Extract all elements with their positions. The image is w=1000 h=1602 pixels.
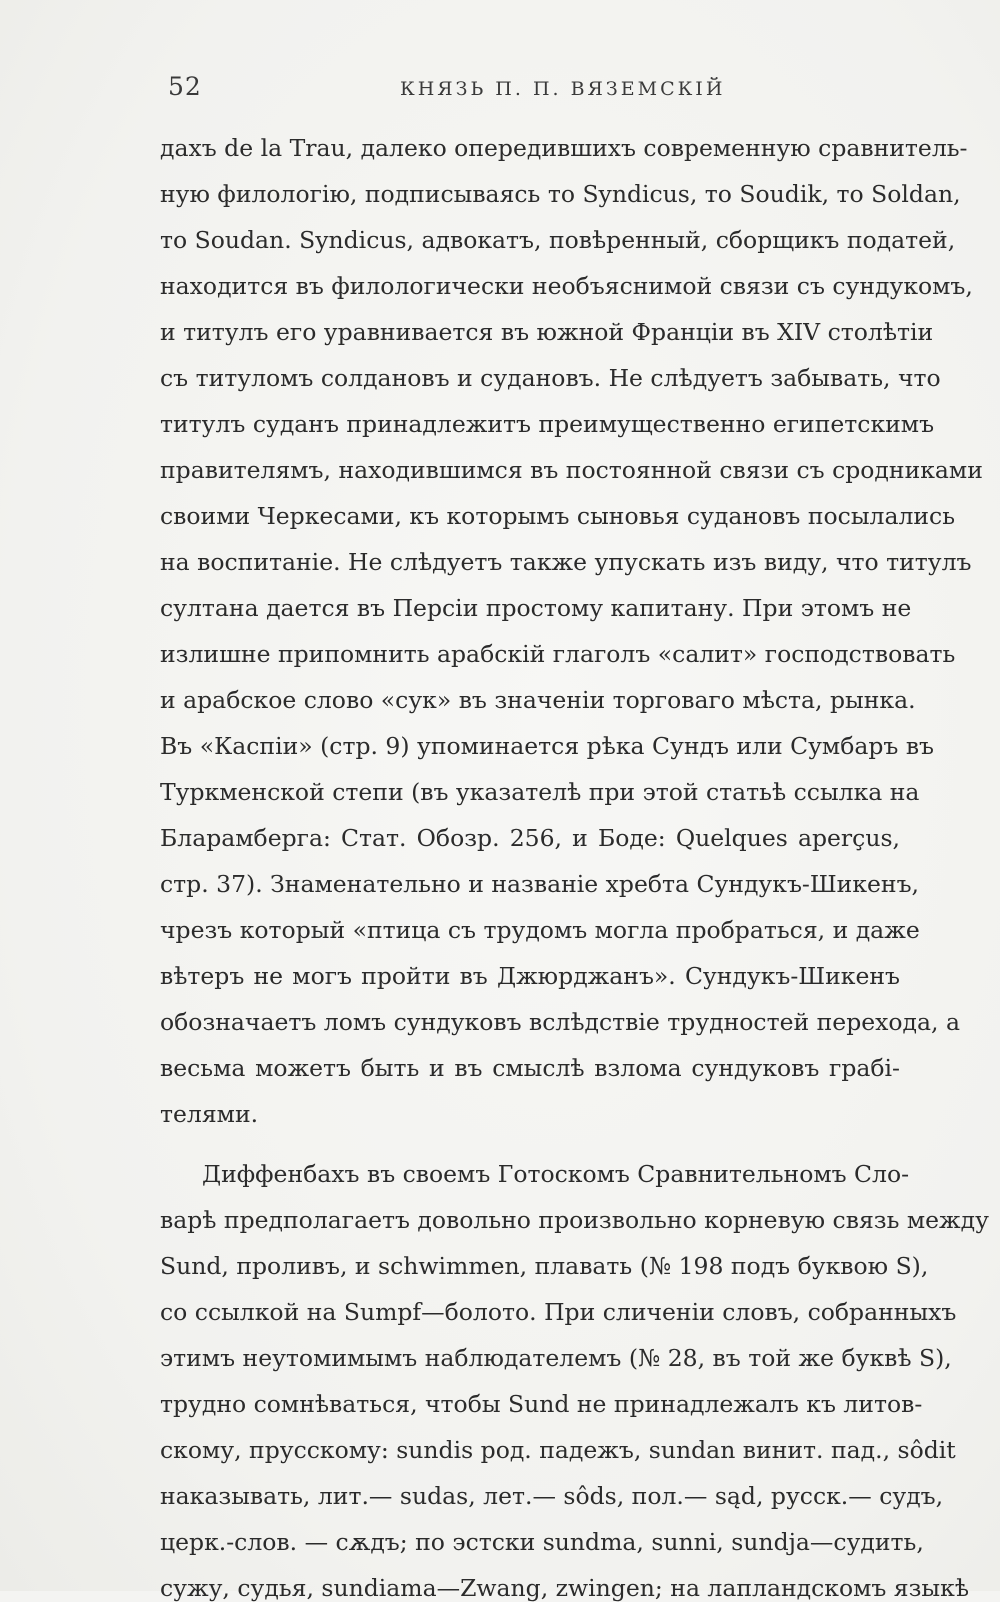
text-line: сужу, судья, sundiama—Zwang, zwingen; на лапландскомъ языкѣ xyxy=(160,1574,969,1602)
text-line: Въ «Каспіи» (стр. 9) упоминается рѣка Сундъ или Сумбаръ въ xyxy=(160,732,934,760)
text-line: Диффенбахъ въ своемъ Готоскомъ Сравнительномъ Сло- xyxy=(202,1160,910,1188)
text-line: своими Черкесами, къ которымъ сыновья судановъ посылались xyxy=(160,502,956,530)
text-line: титулъ суданъ принадлежитъ преимущественно египетскимъ xyxy=(160,410,935,438)
text-line: вѣтеръ не могъ пройти въ Джюрджанъ». Сундукъ-Шикенъ xyxy=(160,962,900,990)
text-line: церк.-слов. — сѫдъ; по эстски sundma, sunni, sundja—судить, xyxy=(160,1528,924,1556)
running-title: КНЯЗЬ П. П. ВЯЗЕМСКІЙ xyxy=(400,78,726,100)
text-line: Туркменской степи (въ указателѣ при этой статьѣ ссылка на xyxy=(160,778,920,806)
page-number: 52 xyxy=(168,72,202,101)
text-line: султана дается въ Персіи простому капитану. При этомъ не xyxy=(160,594,912,622)
text-line: то Soudan. Syndicus, адвокатъ, повѣренный, сборщикъ податей, xyxy=(160,226,956,254)
text-line: дахъ de la Trau, далеко опередившихъ современную сравнитель- xyxy=(160,134,968,162)
text-line: со ссылкой на Sumpf—болото. При сличеніи словъ, собранныхъ xyxy=(160,1298,957,1326)
text-line: правителямъ, находившимся въ постоянной связи съ сродниками xyxy=(160,456,983,484)
text-line: Sund, проливъ, и schwimmen, плавать (№ 198 подъ буквою S), xyxy=(160,1252,929,1280)
text-line: ную филологію, подписываясь то Syndicus, то Soudik, то Soldan, xyxy=(160,180,961,208)
text-line: телями. xyxy=(160,1100,259,1128)
text-line: скому, прусскому: sundis род. падежъ, sundan винит. пад., sôdit xyxy=(160,1436,956,1464)
text-line: обозначаетъ ломъ сундуковъ вслѣдствіе трудностей перехода, а xyxy=(160,1008,960,1036)
text-line: излишне припомнить арабскій глаголъ «салит» господствовать xyxy=(160,640,956,668)
text-line: съ титуломъ солдановъ и судановъ. Не слѣдуетъ забывать, что xyxy=(160,364,941,392)
text-line: трудно сомнѣваться, чтобы Sund не принадлежалъ къ литов- xyxy=(160,1390,923,1418)
text-line: чрезъ который «птица съ трудомъ могла пробраться, и даже xyxy=(160,916,920,944)
text-line: весьма можетъ быть и въ смыслѣ взлома сундуковъ грабі- xyxy=(160,1054,900,1082)
text-line: находится въ филологически необъяснимой связи съ сундукомъ, xyxy=(160,272,973,300)
text-line: варѣ предполагаетъ довольно произвольно корневую связь между xyxy=(160,1206,989,1234)
text-line: и титулъ его уравнивается въ южной Франціи въ XIV столѣтіи xyxy=(160,318,934,346)
text-line: этимъ неутомимымъ наблюдателемъ (№ 28, въ той же буквѣ S), xyxy=(160,1344,952,1372)
text-line: Бларамберга: Стат. Обозр. 256, и Боде: Quelques aperçus, xyxy=(160,824,900,852)
text-line: и арабское слово «сук» въ значеніи торговаго мѣста, рынка. xyxy=(160,686,916,714)
text-line: на воспитаніе. Не слѣдуетъ также упускать изъ виду, что титулъ xyxy=(160,548,972,576)
text-line: стр. 37). Знаменательно и названіе хребта Сундукъ-Шикенъ, xyxy=(160,870,919,898)
text-line: наказывать, лит.— sudas, лет.— sôds, пол.— sąd, русск.— судъ, xyxy=(160,1482,944,1510)
